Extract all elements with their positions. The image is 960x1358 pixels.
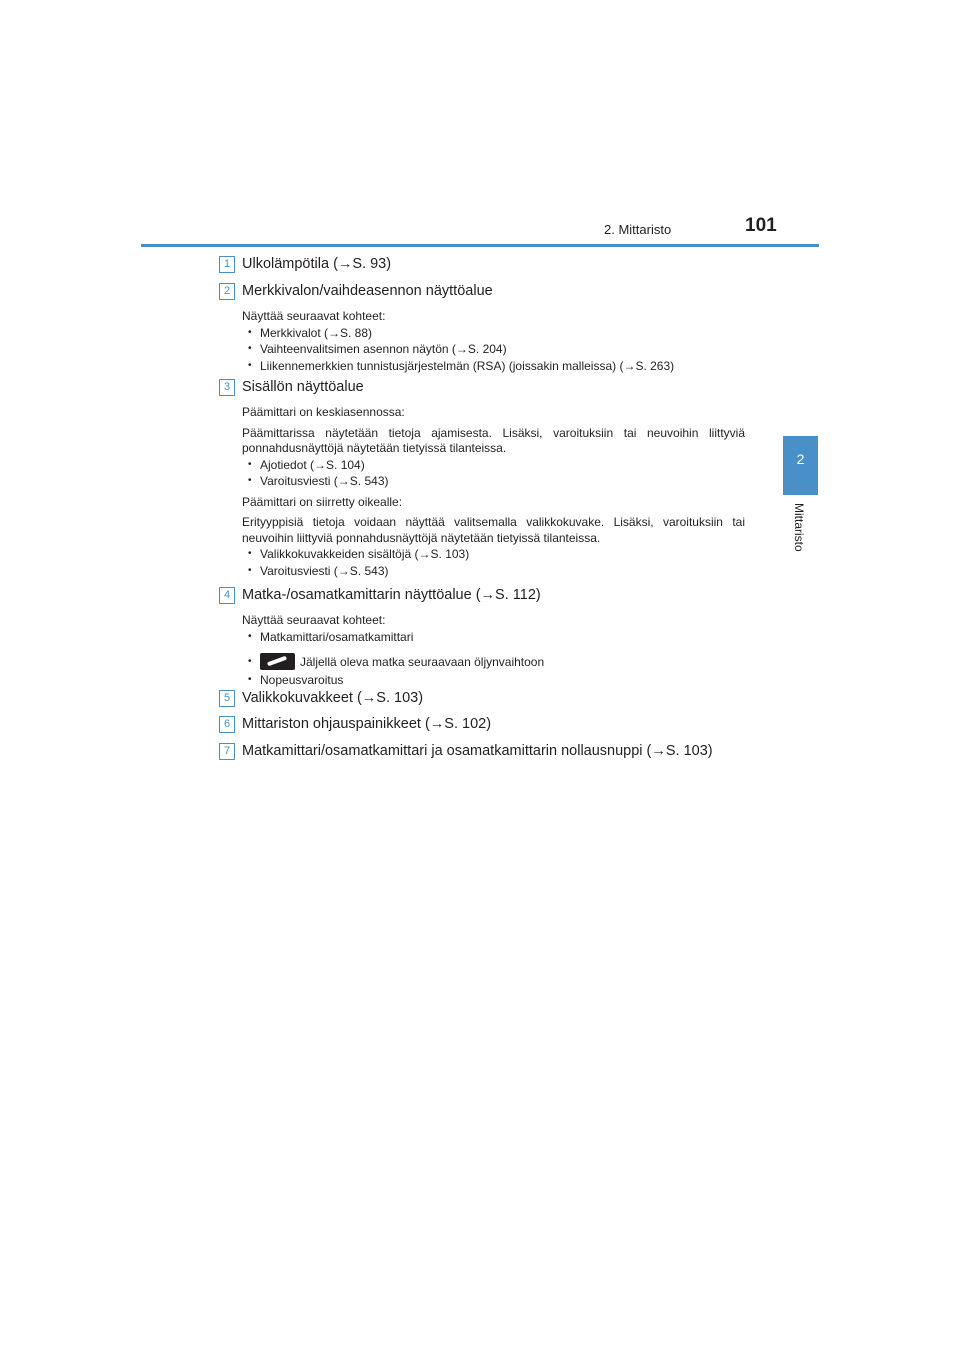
subheading: Päämittari on keskiasennossa: bbox=[242, 405, 405, 419]
bullet-list bbox=[242, 629, 745, 689]
subheading: Päämittari on siirretty oikealle: bbox=[242, 494, 403, 509]
list-item bbox=[242, 652, 745, 672]
item-number-badge: 2 bbox=[219, 283, 235, 300]
list-item: • Merkkivalot (→S. 88) bbox=[242, 325, 745, 342]
list-item: • Varoitusviesti (→S. 543) bbox=[242, 473, 745, 490]
chapter-label: Mittaristo bbox=[792, 503, 806, 552]
item-number-badge: 5 bbox=[219, 690, 235, 707]
paragraph: Erityyppisiä tietoja voidaan näyttää valitsemalla valikkokuvake. Lisäksi, varoituksiin tai neuvoihin liittyviä ponnahdusnäyttöjä näytetään tietyissä tilanteissa. bbox=[242, 515, 745, 545]
item-number-badge: 4 bbox=[219, 587, 235, 604]
list-item: • Vaihteenvalitsimen asennon näytön (→S. 204) bbox=[242, 341, 745, 358]
paragraph: Päämittarissa näytetään tietoja ajamisesta. Lisäksi, varoituksiin tai neuvoihin liittyviä ponnahdusnäyttöjä näytetään tietyissä tilanteissa. bbox=[242, 425, 745, 455]
item-description bbox=[242, 309, 745, 374]
item-number-badge: 3 bbox=[219, 379, 235, 396]
item-description bbox=[242, 613, 745, 689]
item-number-badge: 1 bbox=[219, 256, 235, 273]
list-item-text: Jäljellä oleva matka seuraavaan öljynvaihtoon bbox=[300, 655, 545, 669]
list-item: • Ajotiedot (→S. 104) bbox=[242, 457, 745, 474]
list-item: • Valikkokuvakkeiden sisältöjä (→S. 103) bbox=[242, 546, 745, 563]
header-divider bbox=[141, 244, 819, 247]
list-item: • Nopeusvaroitus bbox=[242, 672, 745, 689]
item-number-badge: 7 bbox=[219, 743, 235, 760]
page-number: 101 bbox=[745, 215, 777, 236]
item-title: Matka-/osamatkamittarin näyttöalue (→S. 112) bbox=[242, 587, 541, 603]
chapter-number: 2 bbox=[796, 451, 805, 467]
list-item: • Varoitusviesti (→S. 543) bbox=[242, 563, 745, 580]
list-item: • Liikennemerkkien tunnistusjärjestelmän (RSA) (joissakin malleissa) (→S. 263) bbox=[242, 358, 745, 375]
bullet-list bbox=[242, 457, 745, 490]
wrench-icon bbox=[260, 653, 295, 670]
description-intro: Näyttää seuraavat kohteet: bbox=[242, 613, 386, 627]
item-description bbox=[242, 405, 745, 579]
bullet-list bbox=[242, 325, 745, 375]
item-number-badge: 6 bbox=[219, 716, 235, 733]
item-title: Valikkokuvakkeet (→S. 103) bbox=[242, 690, 424, 706]
item-title: Mittariston ohjauspainikkeet (→S. 102) bbox=[242, 716, 492, 732]
list-item: • Matkamittari/osamatkamittari bbox=[242, 629, 745, 646]
item-title: Ulkolämpötila (→S. 93) bbox=[242, 256, 392, 272]
item-title: Sisällön näyttöalue bbox=[242, 379, 364, 395]
description-intro: Näyttää seuraavat kohteet: bbox=[242, 309, 386, 323]
item-title: Matkamittari/osamatkamittari ja osamatkamittarin nollausnuppi (→S. 103) bbox=[242, 743, 713, 759]
bullet-list bbox=[242, 546, 745, 579]
item-title: Merkkivalon/vaihdeasennon näyttöalue bbox=[242, 283, 493, 299]
section-title: 2. Mittaristo bbox=[604, 222, 672, 237]
